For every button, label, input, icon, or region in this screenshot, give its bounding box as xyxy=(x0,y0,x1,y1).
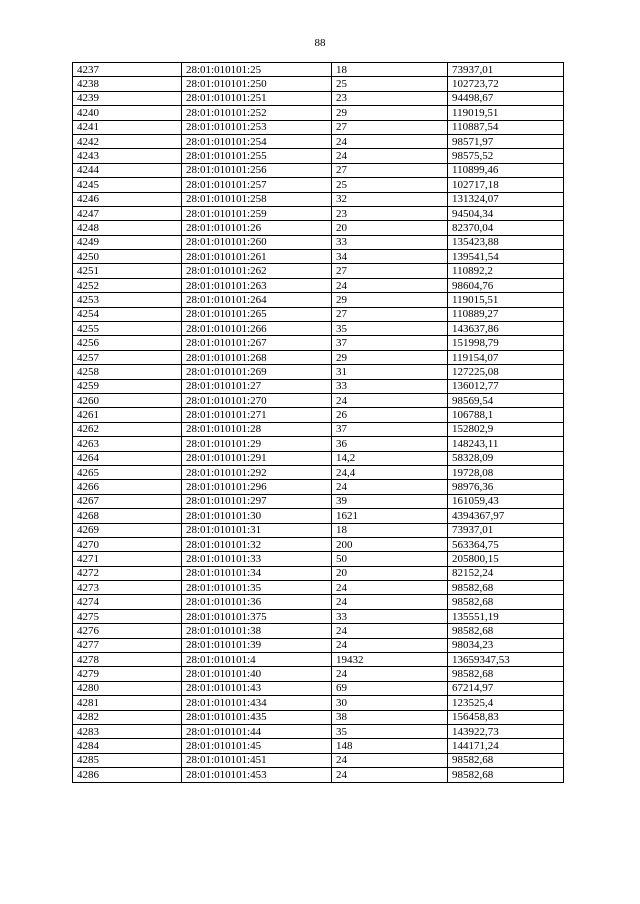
row-number-cell: 4252 xyxy=(73,278,182,292)
cadastral-number-cell: 28:01:010101:266 xyxy=(182,322,332,336)
value-cell: 144171,24 xyxy=(448,739,564,753)
table-row xyxy=(73,134,564,148)
table-row xyxy=(73,566,564,580)
cadastral-number-cell: 28:01:010101:269 xyxy=(182,365,332,379)
area-cell: 29 xyxy=(332,106,448,120)
table-row xyxy=(73,422,564,436)
cadastral-number-cell: 28:01:010101:250 xyxy=(182,77,332,91)
value-cell: 102723,72 xyxy=(448,77,564,91)
value-cell: 119154,07 xyxy=(448,350,564,364)
cadastral-number-cell: 28:01:010101:264 xyxy=(182,293,332,307)
value-cell: 98571,97 xyxy=(448,134,564,148)
table-row xyxy=(73,494,564,508)
row-number-cell: 4270 xyxy=(73,537,182,551)
area-cell: 24,4 xyxy=(332,465,448,479)
value-cell: 82152,24 xyxy=(448,566,564,580)
value-cell: 161059,43 xyxy=(448,494,564,508)
table-row xyxy=(73,106,564,120)
table-row xyxy=(73,609,564,623)
area-cell: 24 xyxy=(332,581,448,595)
value-cell: 156458,83 xyxy=(448,710,564,724)
cadastral-number-cell: 28:01:010101:297 xyxy=(182,494,332,508)
cadastral-number-cell: 28:01:010101:263 xyxy=(182,278,332,292)
value-cell: 136012,77 xyxy=(448,379,564,393)
area-cell: 33 xyxy=(332,235,448,249)
row-number-cell: 4271 xyxy=(73,552,182,566)
value-cell: 110887,54 xyxy=(448,120,564,134)
table-row xyxy=(73,178,564,192)
table-row xyxy=(73,264,564,278)
table-row xyxy=(73,465,564,479)
table-row xyxy=(73,480,564,494)
table-row xyxy=(73,638,564,652)
value-cell: 73937,01 xyxy=(448,523,564,537)
cadastral-number-cell: 28:01:010101:255 xyxy=(182,149,332,163)
value-cell: 98575,52 xyxy=(448,149,564,163)
area-cell: 27 xyxy=(332,163,448,177)
value-cell: 110889,27 xyxy=(448,307,564,321)
area-cell: 25 xyxy=(332,178,448,192)
area-cell: 39 xyxy=(332,494,448,508)
table-row xyxy=(73,307,564,321)
table-row xyxy=(73,393,564,407)
value-cell: 98582,68 xyxy=(448,581,564,595)
value-cell: 98582,68 xyxy=(448,624,564,638)
cadastral-number-cell: 28:01:010101:291 xyxy=(182,451,332,465)
area-cell: 32 xyxy=(332,192,448,206)
table-row xyxy=(73,63,564,77)
area-cell: 23 xyxy=(332,206,448,220)
area-cell: 19432 xyxy=(332,653,448,667)
value-cell: 110899,46 xyxy=(448,163,564,177)
cadastral-number-cell: 28:01:010101:270 xyxy=(182,393,332,407)
table-row xyxy=(73,581,564,595)
row-number-cell: 4242 xyxy=(73,134,182,148)
row-number-cell: 4275 xyxy=(73,609,182,623)
value-cell: 73937,01 xyxy=(448,63,564,77)
area-cell: 200 xyxy=(332,537,448,551)
row-number-cell: 4283 xyxy=(73,724,182,738)
table-row xyxy=(73,379,564,393)
cadastral-number-cell: 28:01:010101:36 xyxy=(182,595,332,609)
table-row xyxy=(73,537,564,551)
value-cell: 19728,08 xyxy=(448,465,564,479)
table-row xyxy=(73,278,564,292)
cadastral-number-cell: 28:01:010101:4 xyxy=(182,653,332,667)
table-row xyxy=(73,710,564,724)
row-number-cell: 4243 xyxy=(73,149,182,163)
area-cell: 148 xyxy=(332,739,448,753)
row-number-cell: 4264 xyxy=(73,451,182,465)
value-cell: 106788,1 xyxy=(448,408,564,422)
area-cell: 25 xyxy=(332,77,448,91)
value-cell: 143922,73 xyxy=(448,724,564,738)
row-number-cell: 4237 xyxy=(73,63,182,77)
table-row xyxy=(73,451,564,465)
table-row xyxy=(73,149,564,163)
cadastral-number-cell: 28:01:010101:26 xyxy=(182,221,332,235)
area-cell: 29 xyxy=(332,293,448,307)
area-cell: 30 xyxy=(332,696,448,710)
value-cell: 102717,18 xyxy=(448,178,564,192)
value-cell: 127225,08 xyxy=(448,365,564,379)
area-cell: 23 xyxy=(332,91,448,105)
value-cell: 58328,09 xyxy=(448,451,564,465)
row-number-cell: 4240 xyxy=(73,106,182,120)
row-number-cell: 4244 xyxy=(73,163,182,177)
table-row xyxy=(73,235,564,249)
row-number-cell: 4251 xyxy=(73,264,182,278)
cadastral-number-cell: 28:01:010101:25 xyxy=(182,63,332,77)
cadastral-number-cell: 28:01:010101:260 xyxy=(182,235,332,249)
cadastral-number-cell: 28:01:010101:292 xyxy=(182,465,332,479)
row-number-cell: 4258 xyxy=(73,365,182,379)
cadastral-number-cell: 28:01:010101:271 xyxy=(182,408,332,422)
cadastral-number-cell: 28:01:010101:375 xyxy=(182,609,332,623)
row-number-cell: 4261 xyxy=(73,408,182,422)
table-row xyxy=(73,293,564,307)
area-cell: 35 xyxy=(332,322,448,336)
area-cell: 33 xyxy=(332,379,448,393)
cadastral-number-cell: 28:01:010101:435 xyxy=(182,710,332,724)
value-cell: 4394367,97 xyxy=(448,509,564,523)
table-row xyxy=(73,192,564,206)
cadastral-number-cell: 28:01:010101:453 xyxy=(182,768,332,782)
value-cell: 98582,68 xyxy=(448,667,564,681)
area-cell: 27 xyxy=(332,307,448,321)
row-number-cell: 4245 xyxy=(73,178,182,192)
area-cell: 50 xyxy=(332,552,448,566)
row-number-cell: 4255 xyxy=(73,322,182,336)
row-number-cell: 4284 xyxy=(73,739,182,753)
value-cell: 98582,68 xyxy=(448,595,564,609)
value-cell: 67214,97 xyxy=(448,681,564,695)
value-cell: 135423,88 xyxy=(448,235,564,249)
row-number-cell: 4276 xyxy=(73,624,182,638)
cadastral-number-cell: 28:01:010101:30 xyxy=(182,509,332,523)
area-cell: 35 xyxy=(332,724,448,738)
row-number-cell: 4272 xyxy=(73,566,182,580)
table-row xyxy=(73,552,564,566)
row-number-cell: 4273 xyxy=(73,581,182,595)
table-row xyxy=(73,509,564,523)
value-cell: 94504,34 xyxy=(448,206,564,220)
table-row xyxy=(73,163,564,177)
value-cell: 82370,04 xyxy=(448,221,564,235)
table-row xyxy=(73,768,564,782)
area-cell: 36 xyxy=(332,437,448,451)
table-row xyxy=(73,350,564,364)
area-cell: 24 xyxy=(332,278,448,292)
table-row xyxy=(73,408,564,422)
data-table xyxy=(72,62,564,783)
cadastral-number-cell: 28:01:010101:262 xyxy=(182,264,332,278)
table-row xyxy=(73,120,564,134)
row-number-cell: 4278 xyxy=(73,653,182,667)
value-cell: 94498,67 xyxy=(448,91,564,105)
table-row xyxy=(73,437,564,451)
value-cell: 119019,51 xyxy=(448,106,564,120)
row-number-cell: 4257 xyxy=(73,350,182,364)
area-cell: 29 xyxy=(332,350,448,364)
area-cell: 18 xyxy=(332,63,448,77)
cadastral-number-cell: 28:01:010101:28 xyxy=(182,422,332,436)
table-row xyxy=(73,653,564,667)
table-row xyxy=(73,336,564,350)
area-cell: 20 xyxy=(332,221,448,235)
value-cell: 135551,19 xyxy=(448,609,564,623)
area-cell: 24 xyxy=(332,480,448,494)
row-number-cell: 4246 xyxy=(73,192,182,206)
table-row xyxy=(73,681,564,695)
cadastral-number-cell: 28:01:010101:27 xyxy=(182,379,332,393)
value-cell: 563364,75 xyxy=(448,537,564,551)
table-row xyxy=(73,91,564,105)
value-cell: 98034,23 xyxy=(448,638,564,652)
area-cell: 24 xyxy=(332,768,448,782)
area-cell: 24 xyxy=(332,149,448,163)
cadastral-number-cell: 28:01:010101:434 xyxy=(182,696,332,710)
page-number: 88 xyxy=(314,37,326,49)
value-cell: 151998,79 xyxy=(448,336,564,350)
table-row xyxy=(73,322,564,336)
row-number-cell: 4260 xyxy=(73,393,182,407)
value-cell: 98604,76 xyxy=(448,278,564,292)
value-cell: 123525,4 xyxy=(448,696,564,710)
value-cell: 98582,68 xyxy=(448,753,564,767)
cadastral-number-cell: 28:01:010101:44 xyxy=(182,724,332,738)
area-cell: 20 xyxy=(332,566,448,580)
cadastral-number-cell: 28:01:010101:31 xyxy=(182,523,332,537)
row-number-cell: 4249 xyxy=(73,235,182,249)
row-number-cell: 4265 xyxy=(73,465,182,479)
cadastral-number-cell: 28:01:010101:253 xyxy=(182,120,332,134)
value-cell: 110892,2 xyxy=(448,264,564,278)
area-cell: 38 xyxy=(332,710,448,724)
table-row xyxy=(73,365,564,379)
table-body xyxy=(73,63,564,783)
row-number-cell: 4256 xyxy=(73,336,182,350)
area-cell: 24 xyxy=(332,667,448,681)
cadastral-number-cell: 28:01:010101:261 xyxy=(182,250,332,264)
table-row xyxy=(73,753,564,767)
value-cell: 152802,9 xyxy=(448,422,564,436)
row-number-cell: 4263 xyxy=(73,437,182,451)
row-number-cell: 4239 xyxy=(73,91,182,105)
value-cell: 98582,68 xyxy=(448,768,564,782)
value-cell: 98569,54 xyxy=(448,393,564,407)
area-cell: 69 xyxy=(332,681,448,695)
cadastral-number-cell: 28:01:010101:252 xyxy=(182,106,332,120)
row-number-cell: 4266 xyxy=(73,480,182,494)
cadastral-number-cell: 28:01:010101:251 xyxy=(182,91,332,105)
value-cell: 13659347,53 xyxy=(448,653,564,667)
cadastral-number-cell: 28:01:010101:38 xyxy=(182,624,332,638)
area-cell: 31 xyxy=(332,365,448,379)
table-row xyxy=(73,206,564,220)
row-number-cell: 4253 xyxy=(73,293,182,307)
area-cell: 24 xyxy=(332,638,448,652)
area-cell: 14,2 xyxy=(332,451,448,465)
table-row xyxy=(73,724,564,738)
cadastral-number-cell: 28:01:010101:40 xyxy=(182,667,332,681)
table-row xyxy=(73,624,564,638)
area-cell: 24 xyxy=(332,753,448,767)
cadastral-number-cell: 28:01:010101:35 xyxy=(182,581,332,595)
cadastral-number-cell: 28:01:010101:256 xyxy=(182,163,332,177)
row-number-cell: 4285 xyxy=(73,753,182,767)
cadastral-number-cell: 28:01:010101:259 xyxy=(182,206,332,220)
cadastral-number-cell: 28:01:010101:451 xyxy=(182,753,332,767)
cadastral-number-cell: 28:01:010101:267 xyxy=(182,336,332,350)
row-number-cell: 4247 xyxy=(73,206,182,220)
row-number-cell: 4279 xyxy=(73,667,182,681)
row-number-cell: 4282 xyxy=(73,710,182,724)
table-row xyxy=(73,250,564,264)
table-row xyxy=(73,77,564,91)
area-cell: 24 xyxy=(332,134,448,148)
row-number-cell: 4238 xyxy=(73,77,182,91)
area-cell: 27 xyxy=(332,120,448,134)
cadastral-number-cell: 28:01:010101:257 xyxy=(182,178,332,192)
table-row xyxy=(73,739,564,753)
table-row xyxy=(73,221,564,235)
area-cell: 24 xyxy=(332,624,448,638)
area-cell: 33 xyxy=(332,609,448,623)
area-cell: 24 xyxy=(332,595,448,609)
row-number-cell: 4262 xyxy=(73,422,182,436)
table-row xyxy=(73,523,564,537)
row-number-cell: 4286 xyxy=(73,768,182,782)
area-cell: 37 xyxy=(332,336,448,350)
row-number-cell: 4248 xyxy=(73,221,182,235)
cadastral-number-cell: 28:01:010101:39 xyxy=(182,638,332,652)
cadastral-number-cell: 28:01:010101:32 xyxy=(182,537,332,551)
row-number-cell: 4254 xyxy=(73,307,182,321)
value-cell: 131324,07 xyxy=(448,192,564,206)
cadastral-number-cell: 28:01:010101:296 xyxy=(182,480,332,494)
row-number-cell: 4250 xyxy=(73,250,182,264)
cadastral-number-cell: 28:01:010101:34 xyxy=(182,566,332,580)
row-number-cell: 4269 xyxy=(73,523,182,537)
area-cell: 26 xyxy=(332,408,448,422)
area-cell: 37 xyxy=(332,422,448,436)
area-cell: 24 xyxy=(332,393,448,407)
table-row xyxy=(73,595,564,609)
value-cell: 119015,51 xyxy=(448,293,564,307)
cadastral-number-cell: 28:01:010101:29 xyxy=(182,437,332,451)
row-number-cell: 4268 xyxy=(73,509,182,523)
cadastral-number-cell: 28:01:010101:265 xyxy=(182,307,332,321)
cadastral-number-cell: 28:01:010101:258 xyxy=(182,192,332,206)
row-number-cell: 4274 xyxy=(73,595,182,609)
cadastral-number-cell: 28:01:010101:45 xyxy=(182,739,332,753)
row-number-cell: 4281 xyxy=(73,696,182,710)
area-cell: 18 xyxy=(332,523,448,537)
value-cell: 143637,86 xyxy=(448,322,564,336)
row-number-cell: 4267 xyxy=(73,494,182,508)
row-number-cell: 4259 xyxy=(73,379,182,393)
value-cell: 148243,11 xyxy=(448,437,564,451)
table-row xyxy=(73,696,564,710)
area-cell: 27 xyxy=(332,264,448,278)
row-number-cell: 4277 xyxy=(73,638,182,652)
cadastral-number-cell: 28:01:010101:254 xyxy=(182,134,332,148)
value-cell: 98976,36 xyxy=(448,480,564,494)
value-cell: 139541,54 xyxy=(448,250,564,264)
area-cell: 1621 xyxy=(332,509,448,523)
value-cell: 205800,15 xyxy=(448,552,564,566)
row-number-cell: 4241 xyxy=(73,120,182,134)
row-number-cell: 4280 xyxy=(73,681,182,695)
area-cell: 34 xyxy=(332,250,448,264)
cadastral-number-cell: 28:01:010101:43 xyxy=(182,681,332,695)
cadastral-number-cell: 28:01:010101:33 xyxy=(182,552,332,566)
cadastral-number-cell: 28:01:010101:268 xyxy=(182,350,332,364)
table-row xyxy=(73,667,564,681)
